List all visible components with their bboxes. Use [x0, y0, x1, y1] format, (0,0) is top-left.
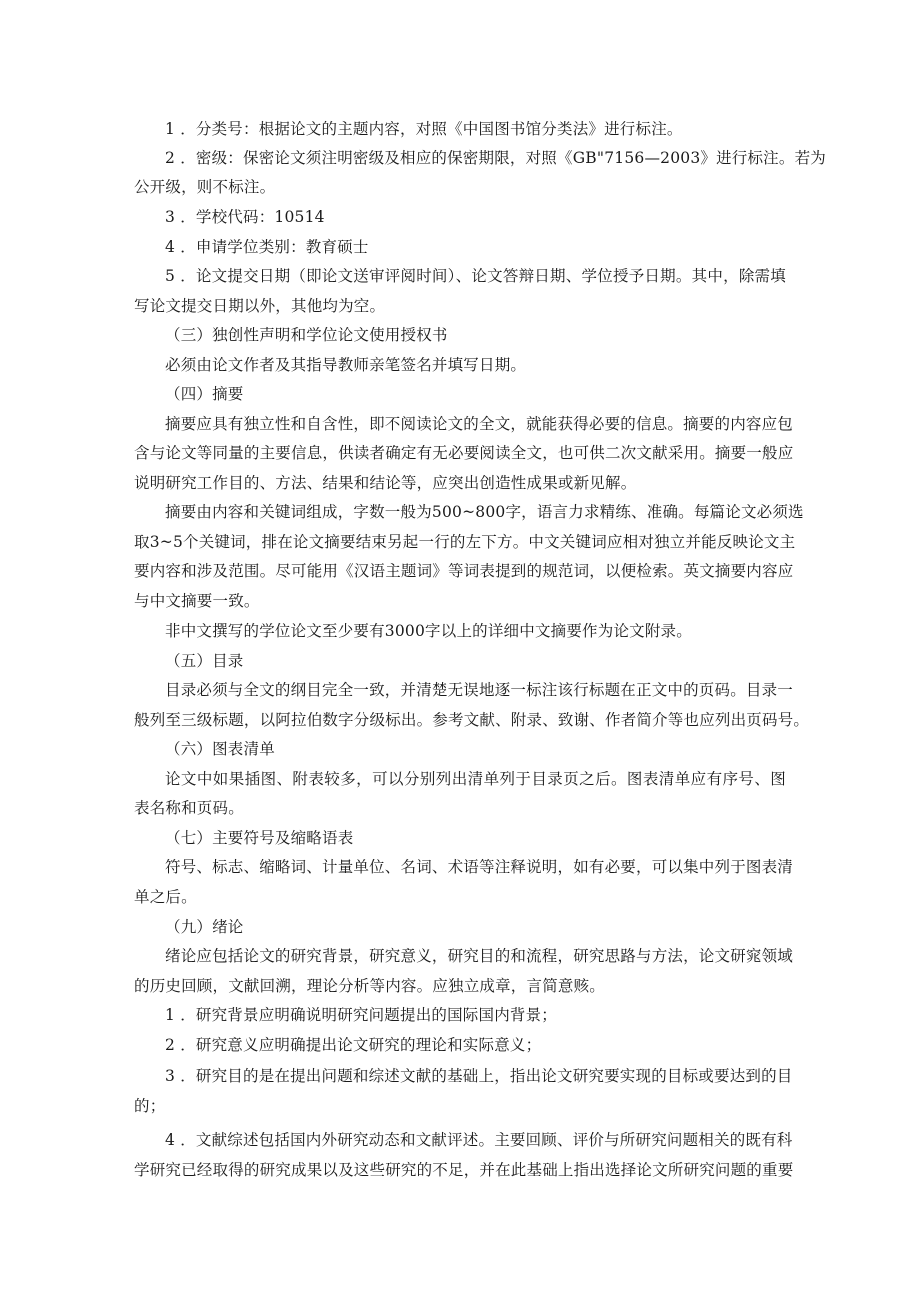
text-line: 的历史回顾，文献回溯，理论分析等内容。应独立成章，言简意赅。	[134, 977, 606, 995]
text-line: 学研究已经取得的研究成果以及这些研究的不足，并在此基础上指出选择论文所研究问题的重要	[134, 1161, 794, 1179]
section-heading: （七）主要符号及缩略语表	[165, 829, 354, 847]
section-heading: （九）绪论	[165, 918, 244, 936]
text-line: 4 ．文献综述包括国内外研究动态和文献评述。主要回顾、评价与所研究问题相关的既有科	[165, 1131, 793, 1149]
section-heading: （五）目录	[165, 652, 244, 670]
text-line: 写论文提交日期以外，其他均为空。	[134, 297, 386, 315]
text-line: 2 ．密级：保密论文须注明密级及相应的保密期限，对照《GB"7156—2003》进行标注。若为	[165, 149, 826, 167]
text-line: 1 ．研究背景应明确说明研究问题提出的国际国内背景；	[165, 1006, 557, 1024]
text-line: 必须由论文作者及其指导教师亲笔签名并填写日期。	[165, 356, 527, 374]
text-line: 单之后。	[134, 888, 197, 906]
text-line: 取3~5个关键词，排在论文摘要结束另起一行的左下方。中文关键词应相对独立并能反映论文主	[134, 533, 796, 551]
section-heading: （四）摘要	[165, 385, 244, 403]
text-line: 与中文摘要一致。	[134, 592, 260, 610]
text-line: 说明研究工作目的、方法、结果和结论等，应突出创造性成果或新见解。	[134, 474, 637, 492]
text-line: 3 ．研究目的是在提出问题和综述文献的基础上，指出论文研究要实现的目标或要达到的目	[165, 1067, 793, 1085]
section-heading: （六）图表清单	[165, 740, 275, 758]
text-line: 摘要应具有独立性和自含性，即不阅读论文的全文，就能获得必要的信息。摘要的内容应包	[165, 415, 794, 433]
text-line: 般列至三级标题，以阿拉伯数字分级标出。参考文献、附录、致谢、作者简介等也应列出页码号。	[134, 711, 810, 729]
text-line: 表名称和页码。	[134, 799, 244, 817]
text-line: 2 ．研究意义应明确提出论文研究的理论和实际意义；	[165, 1036, 542, 1054]
text-line: 含与论文等同量的主要信息，供读者确定有无必要阅读全文，也可供二次文献采用。摘要一般应	[134, 444, 794, 462]
text-line: 公开级，则不标注。	[134, 178, 276, 196]
text-line: 绪论应包括论文的研究背景，研究意义，研究目的和流程，研究思路与方法，论文研窕领域	[165, 947, 794, 965]
text-line: 符号、标志、缩略词、计量单位、名词、术语等注释说明，如有必要，可以集中列于图表清	[165, 858, 794, 876]
text-line: 目录必须与全文的纲目完全一致，并清楚无误地逐一标注该行标题在正文中的页码。目录一	[165, 681, 794, 699]
text-line: 非中文撰写的学位论文至少要有3000字以上的详细中文摘要作为论文附录。	[165, 622, 692, 640]
text-line: 论文中如果插图、附表较多，可以分别列出清单列于目录页之后。图表清单应有序号、图	[165, 770, 786, 788]
text-line: 1 ．分类号：根据论文的主题内容，对照《中国图书馆分类法》进行标注。	[165, 120, 683, 138]
text-line: 要内容和涉及范围。尽可能用《汉语主题词》等词表提到的规范词，以便检索。英文摘要内容应	[134, 562, 794, 580]
text-line: 4 ．申请学位类别：教育硕士	[165, 238, 369, 256]
text-line: 5 ．论文提交日期（即论文送审评阅时间）、论文答辩日期、学位授予日期。其中，除需填	[165, 267, 786, 285]
section-heading: （三）独创性声明和学位论文使用授权书	[165, 326, 448, 344]
text-line: 摘要由内容和关键词组成，字数一般为500~800字，语言力求精练、准确。每篇论文必须选	[165, 503, 804, 521]
text-line: 3 ．学校代码：10514	[165, 208, 325, 226]
text-line: 的；	[134, 1097, 166, 1115]
